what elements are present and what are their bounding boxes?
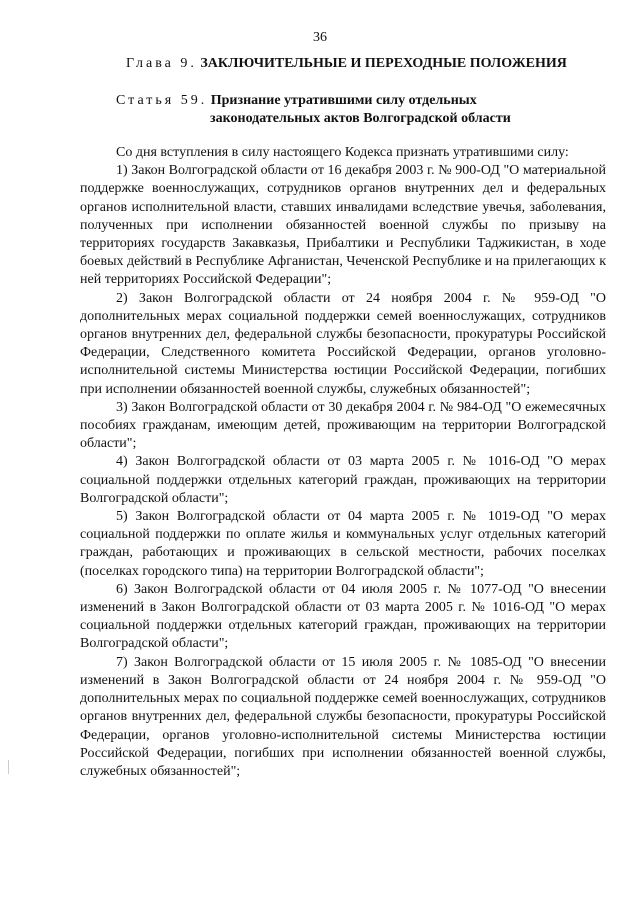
page-number: 36 <box>313 30 327 45</box>
article-title-line2: законодательных актов Волгоградской области <box>210 111 511 126</box>
article-title-line1: Признание утратившими силу отдельных <box>210 93 477 108</box>
list-item: 1) Закон Волгоградской области от 16 декабря 2003 г. № 900-ОД "О материальной поддержке военнослужащих, сотрудников органов внутренних дел и федеральных органов исполнительной власти, ставших инвалидами вследствие увечья, заболевания, полученных при исполнении обязанностей военной службы по призыву на территориях государств Закавказья, Прибалтики и Республики Таджикистан, в ходе боевых действий в Республике Афганистан, Чеченской Республике и на прилегающих к ней территориях Российской Федерации"; <box>80 163 606 288</box>
list-item: 4) Закон Волгоградской области от 03 марта 2005 г. № 1016-ОД "О мерах социальной поддержки отдельных категорий граждан, проживающих на территории Волгоградской области"; <box>80 454 606 506</box>
list-item: 6) Закон Волгоградской области от 04 июля 2005 г. № 1077-ОД "О внесении изменений в Закон Волгоградской области от 03 марта 2005 г. № 1016-ОД "О мерах социальной поддержки отдельных категорий граждан, проживающих на территории Волгоградской области"; <box>80 581 606 652</box>
list-item: 5) Закон Волгоградской области от 04 марта 2005 г. № 1019-ОД "О мерах социальной поддержки по оплате жилья и коммунальных услуг отдельных категорий граждан, работающих и проживающих в сельской местности, рабочих поселках (поселках городского типа) на территории Волгоградской области"; <box>80 509 606 579</box>
article-body <box>80 144 606 781</box>
list-item: 7) Закон Волгоградской области от 15 июля 2005 г. № 1085-ОД "О внесении изменений в Закон Волгоградской области от 24 ноября 2004 г. № 959-ОД "О дополнительных мерах по социальной поддержке семей военнослужащих, сотрудников органов внутренних дел, федеральной службы безопасности, прокуратуры Российской Федерации, органов уголовно-исполнительной системы Министерства юстиции Российской Федерации, погибших при исполнении обязанностей военной службы, служебных обязанностей"; <box>80 654 606 779</box>
list-item: 3) Закон Волгоградской области от 30 декабря 2004 г. № 984-ОД "О ежемесячных пособиях гражданам, имеющим детей, проживающим на территории Волгоградской области"; <box>80 399 606 452</box>
chapter-prefix: Глава 9. <box>126 56 197 71</box>
chapter-title: ЗАКЛЮЧИТЕЛЬНЫЕ И ПЕРЕХОДНЫЕ ПОЛОЖЕНИЯ <box>200 56 567 71</box>
chapter-heading <box>126 56 596 72</box>
list-item: 2) Закон Волгоградской области от 24 ноября 2004 г. № 959-ОД "О дополнительных мерах социальной поддержки семей военнослужащих, сотрудников органов внутренних дел, федеральной службы безопасности, прокуратуры Российской Федерации, Следственного комитета Российской Федерации, органов уголовно-исполнительной системы Министерства юстиции Российской Федерации, погибших при исполнении обязанностей военной службы, служебных обязанностей"; <box>80 290 606 397</box>
intro-paragraph: Со дня вступления в силу настоящего Кодекса признать утратившими силу: <box>116 145 569 160</box>
article-prefix: Статья 59. <box>116 93 208 108</box>
margin-mark <box>8 760 9 774</box>
article-heading <box>116 92 566 128</box>
